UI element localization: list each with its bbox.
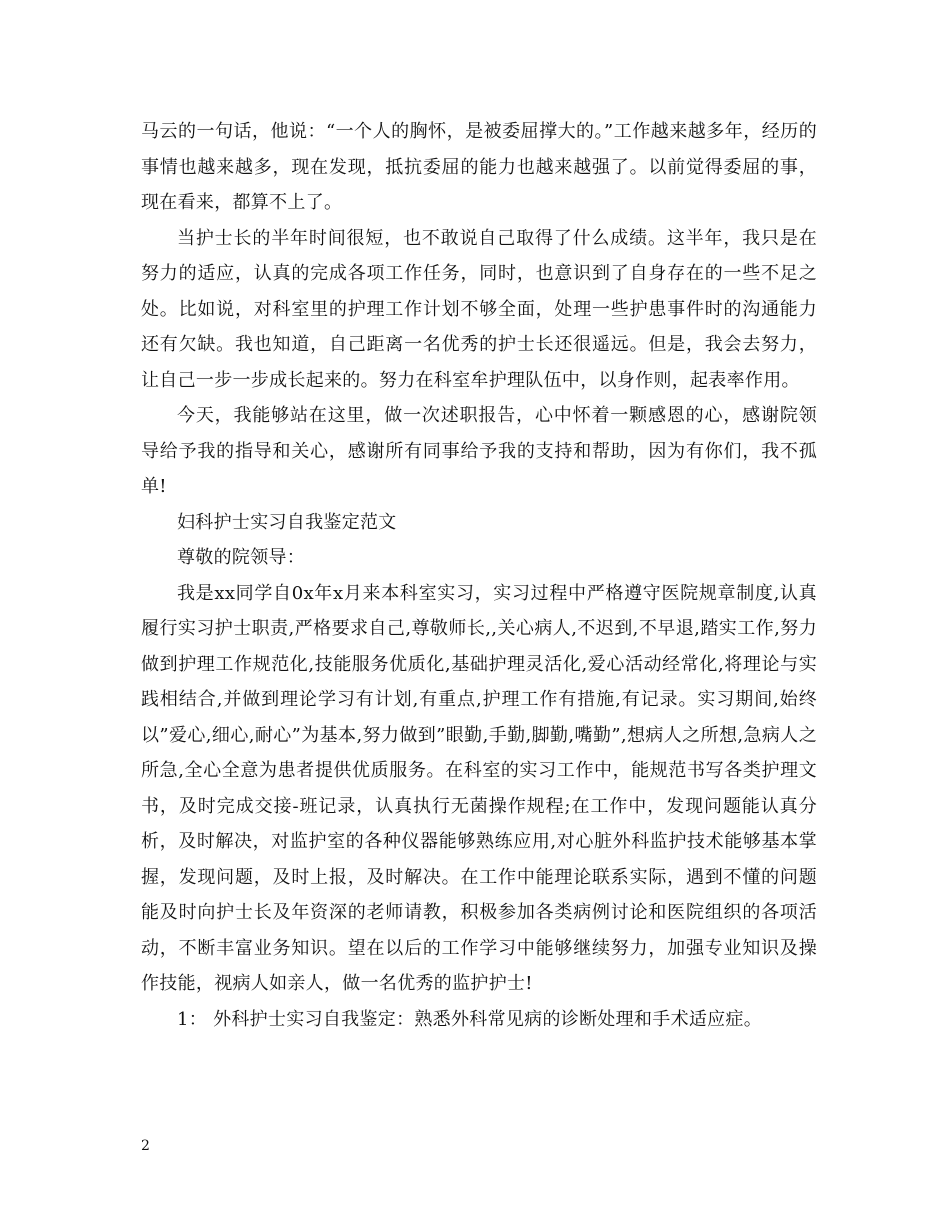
- paragraph-gratitude: 今天，我能够站在这里，做一次述职报告，心中怀着一颗感恩的心，感谢院领导给予我的指导和关心，感谢所有同事给予我的支持和帮助，因为有你们，我不孤单!: [141, 405, 817, 497]
- salutation: 尊敬的院领导：: [177, 547, 306, 568]
- document-body: [141, 114, 817, 1037]
- paragraph-half-year-reflection: 当护士长的半年时间很短，也不敢说自己取得了什么成绩。这半年，我只是在努力的适应，认真的完成各项工作任务，同时，也意识到了自身存在的一些不足之处。比如说，对科室里的护理工作计划不够全面，处理一些护患事件时的沟通能力还有欠缺。我也知道，自己距离一名优秀的护士长还很遥远。但是，我会去努力，让自己一步一步成长起来的。努力在科室牟护理队伍中，以身作则，起表率作用。: [141, 227, 817, 391]
- page-number: 2: [141, 1138, 150, 1154]
- list-item-surgical-nursing: 1： 外科护士实习自我鉴定：熟悉外科常见病的诊断处理和手术适应症。: [177, 1008, 763, 1030]
- paragraph-internship-summary: 我是xx同学自0x年x月来本科室实习，实习过程中严格遵守医院规章制度,认真履行实习护士职责,严格要求自己,尊敬师长,,关心病人,不迟到,不早退,踏实工作,努力做到护理工作规范化,技能服务优质化,基础护理灵活化,爱心活动经常化,将理论与实践相结合,并做到理论学习有计划,有重点,护理工作有措施,有记录。实习期间,始终以”爱心,细心,耐心”为基本,努力做到”眼勤,手勤,脚勤,嘴勤”,想病人之所想,急病人之所急,全心全意为患者提供优质服务。在科室的实习工作中，能规范书写各类护理文书，及时完成交接-班记录，认真执行无菌操作规程;在工作中，发现问题能认真分析，及时解决，对监护室的各种仪器能够熟练应用,对心脏外科监护技术能够基本掌握，发现问题，及时上报，及时解决。在工作中能理论联系实际，遇到不懂的问题能及时向护士长及年资深的老师请教，积极参加各类病例讨论和医院组织的各项活动，不断丰富业务知识。望在以后的工作学习中能够继续努力，加强专业知识及操作技能，视病人如亲人，做一名优秀的监护护士!: [141, 582, 817, 994]
- section-title: 妇科护士实习自我鉴定范文: [177, 511, 397, 533]
- paragraph-intro-quote: 马云的一句话，他说：“一个人的胸怀，是被委屈撑大的。”工作越来越多年，经历的事情也越来越多，现在发现，抵抗委屈的能力也越来越强了。以前觉得委屈的事，现在看来，都算不上了。: [141, 121, 817, 213]
